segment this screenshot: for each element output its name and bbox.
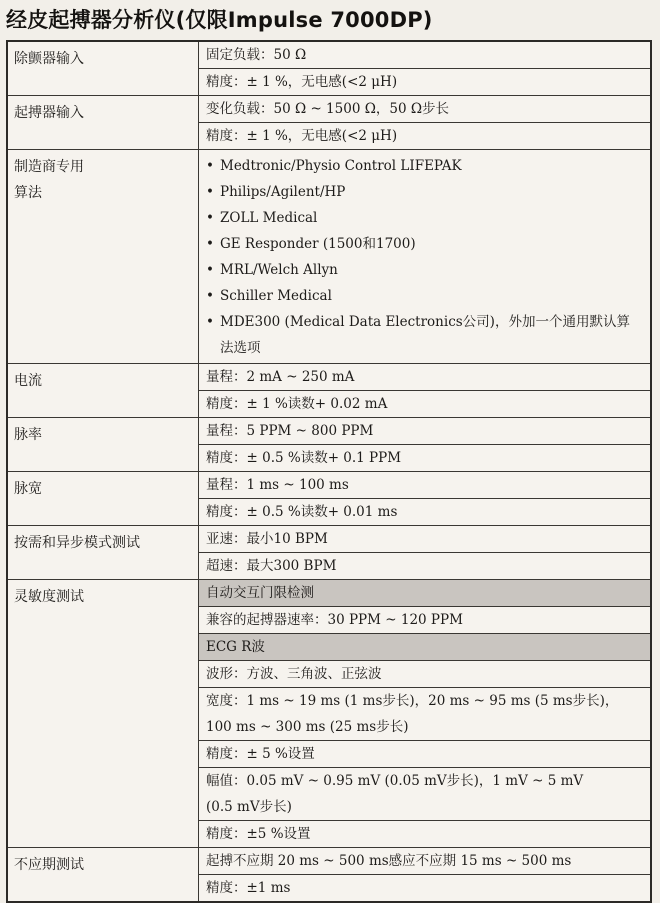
spec-section <box>8 579 650 847</box>
spec-value: 精度：± 1 %，无电感(<2 μH) <box>199 68 650 95</box>
spec-section <box>8 417 650 471</box>
spec-value: ECG R波 <box>199 633 650 660</box>
spec-value: 精度：± 1 %，无电感(<2 μH) <box>199 122 650 149</box>
spec-value: 精度：± 5 %设置 <box>199 740 650 767</box>
spec-value: 起搏不应期 20 ms ~ 500 ms感应不应期 15 ms ~ 500 ms <box>206 853 572 869</box>
spec-values <box>199 472 650 525</box>
spec-label-text: 不应期测试 <box>14 857 84 873</box>
spec-label-text: 脉宽 <box>14 481 42 497</box>
spec-label <box>8 848 199 901</box>
spec-value: 精度：±1 ms <box>199 874 650 901</box>
algorithm-list-item: • Schiller Medical <box>206 283 643 309</box>
spec-label <box>8 42 199 95</box>
spec-value: 幅值：0.05 mV ~ 0.95 mV (0.05 mV步长)，1 mV ~ 5 mV <box>199 767 650 794</box>
spec-value: 超速：最大300 BPM <box>199 552 650 579</box>
spec-label-text: 除颤器输入 <box>14 51 84 67</box>
algorithm-list-item: • Philips/Agilent/HP <box>206 179 643 205</box>
spec-section <box>8 471 650 525</box>
spec-value: 宽度：1 ms ~ 19 ms (1 ms步长)，20 ms ~ 95 ms (5 ms步长)， <box>199 687 650 714</box>
algorithm-list-item: • GE Responder (1500和1700) <box>206 231 643 257</box>
spec-value: 100 ms ~ 300 ms (25 ms步长) <box>206 719 409 735</box>
spec-values <box>199 150 650 363</box>
spec-section <box>8 149 650 363</box>
spec-value: 固定负载：50 Ω <box>206 47 307 63</box>
spec-section <box>8 95 650 149</box>
spec-values <box>199 418 650 471</box>
algorithm-list <box>199 150 650 363</box>
spec-values <box>199 42 650 95</box>
algorithm-list-item: • MDE300 (Medical Data Electronics公司)，外加一个通用默认算法选项 <box>206 309 643 361</box>
spec-label <box>8 580 199 847</box>
spec-label-text: 电流 <box>14 373 42 389</box>
spec-value: (0.5 mV步长) <box>206 799 292 815</box>
spec-values <box>199 580 650 847</box>
spec-label-text: 按需和异步模式测试 <box>14 535 140 551</box>
spec-label <box>8 418 199 471</box>
spec-label <box>8 526 199 579</box>
spec-label-text: 算法 <box>14 185 42 201</box>
spec-label-text: 制造商专用 <box>14 159 84 175</box>
spec-value: 量程：2 mA ~ 250 mA <box>206 369 355 385</box>
spec-value: 精度：±5 %设置 <box>199 820 650 847</box>
spec-section <box>8 42 650 95</box>
spec-section <box>8 363 650 417</box>
spec-value: 自动交互门限检测 <box>199 580 650 606</box>
spec-section <box>8 847 650 901</box>
spec-table <box>6 40 652 903</box>
spec-values <box>199 364 650 417</box>
spec-section <box>8 525 650 579</box>
spec-values <box>199 526 650 579</box>
page-title: 经皮起搏器分析仪(仅限Impulse 7000DP) <box>6 8 433 32</box>
spec-value: 变化负载：50 Ω ~ 1500 Ω，50 Ω步长 <box>206 101 450 117</box>
spec-value: 精度：± 0.5 %读数+ 0.1 PPM <box>199 444 650 471</box>
spec-label <box>8 472 199 525</box>
spec-label-text: 起搏器输入 <box>14 105 84 121</box>
spec-value: 量程：1 ms ~ 100 ms <box>206 477 349 493</box>
spec-label <box>8 364 199 417</box>
spec-value: 精度：± 1 %读数+ 0.02 mA <box>199 390 650 417</box>
spec-value: 波形：方波、三角波、正弦波 <box>199 660 650 687</box>
spec-value: 兼容的起搏器速率：30 PPM ~ 120 PPM <box>199 606 650 633</box>
spec-label-text: 灵敏度测试 <box>14 589 84 605</box>
spec-value: 亚速：最小10 BPM <box>206 531 328 547</box>
algorithm-list-item: • MRL/Welch Allyn <box>206 257 643 283</box>
spec-label <box>8 96 199 149</box>
spec-value: 量程：5 PPM ~ 800 PPM <box>206 423 374 439</box>
spec-value: 精度：± 0.5 %读数+ 0.01 ms <box>199 498 650 525</box>
spec-values <box>199 848 650 901</box>
spec-label <box>8 150 199 363</box>
algorithm-list-item: • Medtronic/Physio Control LIFEPAK <box>206 153 643 179</box>
spec-values <box>199 96 650 149</box>
spec-label-text: 脉率 <box>14 427 42 443</box>
algorithm-list-item: • ZOLL Medical <box>206 205 643 231</box>
